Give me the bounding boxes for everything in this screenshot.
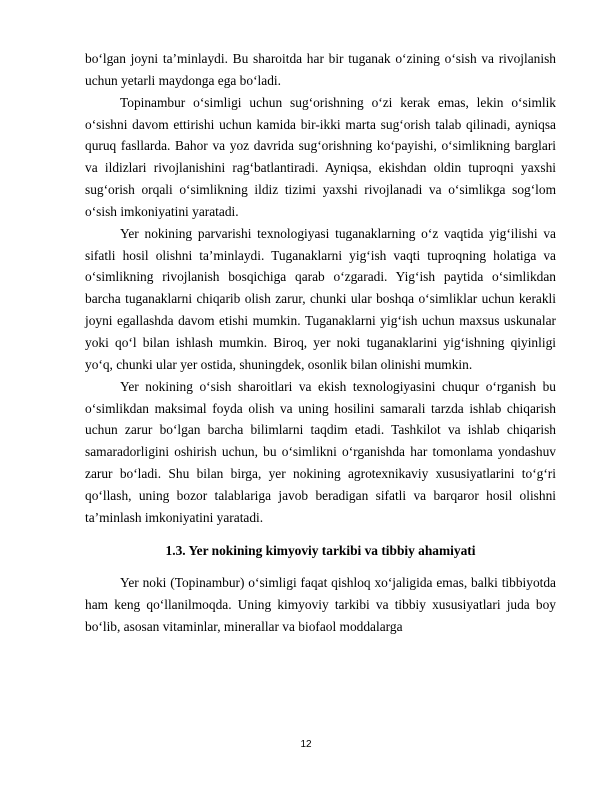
- paragraph-section-intro: Yer noki (Topinambur) o‘simligi faqat qishloq xo‘jaligida emas, balki tibbiyotda ham keng qo‘llanilmoqda. Uning kimyoviy tarkibi va tibbiy xususiyatlari juda boy bo‘lib, asosan vitaminlar, minerallar va biofaol moddalarga: [85, 575, 556, 635]
- body-text: [85, 48, 556, 638]
- page-number: 12: [300, 739, 312, 750]
- paragraph-irrigation: Topinambur o‘simligi uchun sug‘orishning o‘zi kerak emas, lekin o‘simlik o‘sishni davom ettirishi uchun kamida bir-ikki marta sug‘orish talab qilinadi, ayniqsa quruq fasllarda. Bahor va yoz davrida sug‘orishning ko‘payishi, o‘simlikning barglari va ildizlari rivojlanishini rag‘batlantiradi. Ayniqsa, ekishdan oldin tuproqni yaxshi sug‘orish orqali o‘simlikning ildiz tizimi yaxshi rivojlanadi va o‘simlikga sog‘lom o‘sish imkoniyatini yaratadi.: [85, 94, 556, 219]
- section-heading: 1.3. Yer nokining kimyoviy tarkibi va tibbiy ahamiyati: [165, 542, 476, 558]
- paragraph-harvesting: Yer nokining parvarishi texnologiyasi tuganaklarning o‘z vaqtida yig‘ilishi va sifatli hosil olishni ta’minlaydi. Tuganaklarni yig‘ish vaqti tuproqning holatiga va o‘simlikning rivojlanish bosqichiga qarab o‘zgaradi. Yig‘ish paytida o‘simlikdan barcha tuganaklarni chiqarib olish zarur, chunki ular boshqa o‘simliklar uchun kerakli joyni egallashda davom etishi mumkin. Tuganaklarni yig‘ish uchun maxsus uskunalar yoki qo‘l bilan ishlash mumkin. Biroq, yer noki tuganaklarini yig‘ishning qiyinligi yo‘q, chunki ular yer ostida, shuningdek, osonlik bilan olinishi mumkin.: [85, 225, 556, 372]
- paragraph-continuation: bo‘lgan joyni ta’minlaydi. Bu sharoitda har bir tuganak o‘zining o‘sish va rivojlanish uchun yetarli maydonga ega bo‘ladi.: [85, 51, 556, 88]
- paragraph-growing-conditions: Yer nokining o‘sish sharoitlari va ekish texnologiyasini chuqur o‘rganish bu o‘simlikdan maksimal foyda olish va uning hosilini samarali tarzda ishlab chiqarish uchun zarur bo‘lgan barcha bilimlarni taqdim etadi. Tashkilot va ishlab chiqarish samaradorligini oshirish uchun, bu o‘simlikni o‘rganishda har tomonlama yondashuv zarur bo‘ladi. Shu bilan birga, yer nokining agrotexnikaviy xususiyatlarini to‘g‘ri qo‘llash, uning bozor talablariga javob beradigan sifatli va barqaror hosil olishni ta’minlash imkoniyatini yaratadi.: [85, 378, 556, 525]
